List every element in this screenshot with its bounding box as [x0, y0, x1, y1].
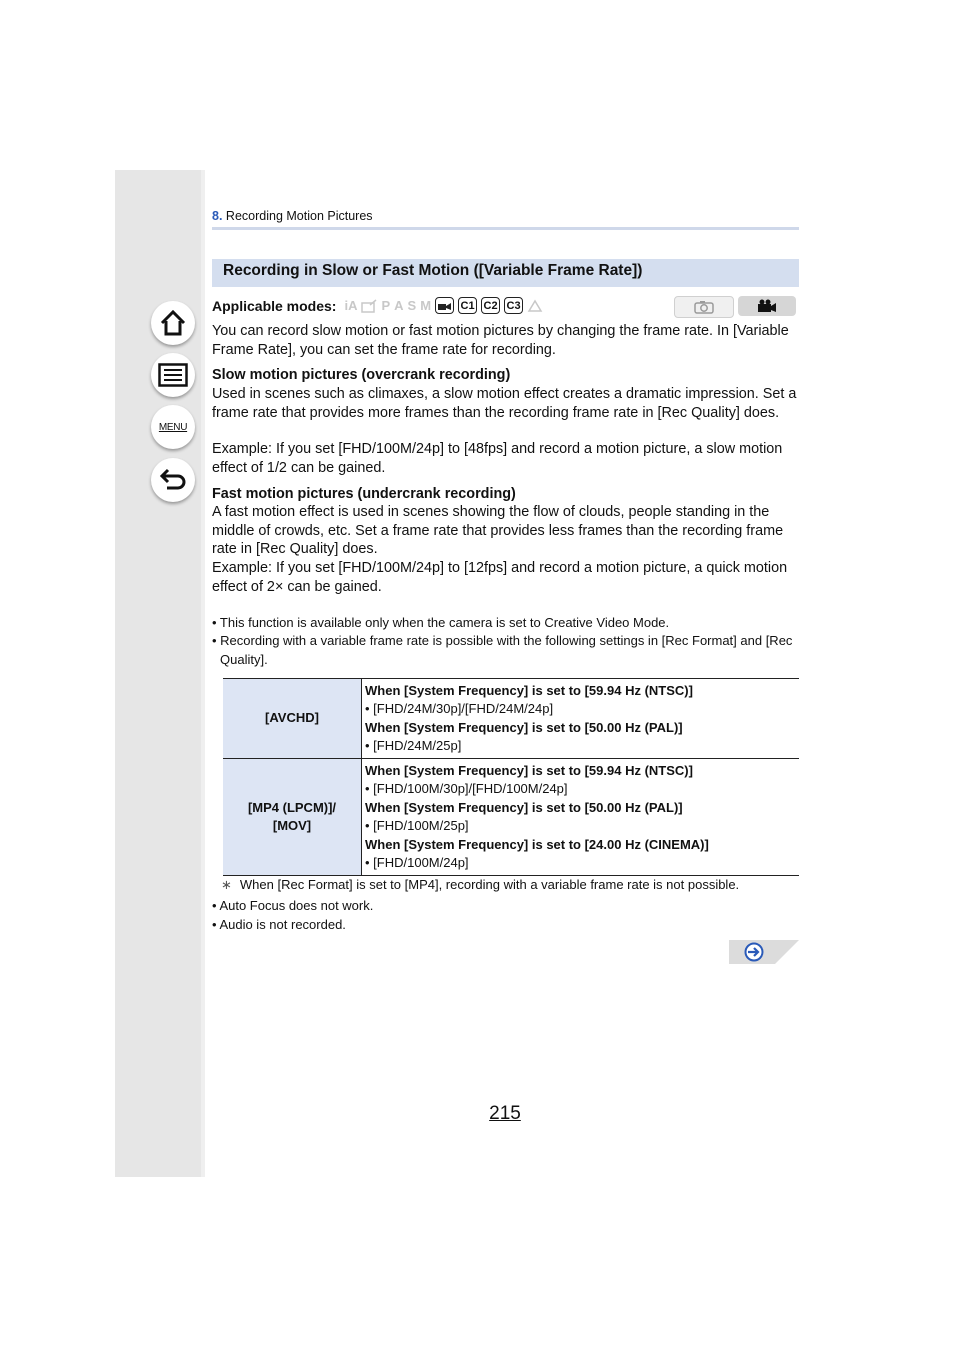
home-icon — [159, 309, 187, 337]
home-button[interactable] — [151, 301, 195, 345]
photo-tab — [674, 296, 734, 318]
footnote-mark: ∗ — [221, 877, 232, 892]
custom-mode-c2-icon: C2 — [481, 297, 500, 314]
settings-table — [223, 678, 799, 876]
mode-a-icon: A — [394, 298, 404, 313]
video-tab — [738, 296, 796, 316]
slow-motion-body: Used in scenes such as climaxes, a slow motion effect creates a dramatic impression. Set a frame rate that provides more frames than the recording frame rate in [Rec Quality] does. — [212, 386, 797, 421]
avchd-settings — [362, 679, 800, 759]
mode-m-icon: M — [420, 298, 432, 313]
mode-p-icon: P — [381, 298, 391, 313]
mode-s-icon: S — [407, 298, 417, 313]
slow-motion-example: Example: If you set [FHD/100M/24p] to [48fps] and record a motion picture, a slow motion effect of 1/2 can be gained. — [212, 441, 783, 476]
menu-label: MENU — [158, 421, 188, 433]
mode-ia-icon: iA — [344, 298, 358, 313]
mode-icons — [344, 297, 543, 314]
next-page-button[interactable] — [729, 940, 799, 964]
settings-line: • [FHD/24M/30p]/[FHD/24M/24p] — [365, 701, 554, 716]
chapter-title: Recording Motion Pictures — [225, 209, 373, 223]
section-title: Recording in Slow or Fast Motion ([Variable Frame Rate]) — [212, 259, 799, 287]
page-number: 215 — [489, 1103, 521, 1124]
contents-button[interactable] — [151, 353, 195, 397]
slow-motion-heading: Slow motion pictures (overcrank recording) — [212, 367, 511, 383]
menu-button[interactable] — [151, 405, 195, 449]
settings-line: When [System Frequency] is set to [50.00 Hz (PAL)] — [365, 799, 683, 815]
footnote-text: When [Rec Format] is set to [MP4], recording with a variable frame rate is not possible. — [239, 877, 740, 892]
note-auto-focus: • Auto Focus does not work. — [212, 898, 374, 913]
table-row — [223, 759, 799, 876]
format-avchd: [AVCHD] — [223, 679, 362, 759]
custom-mode-c1-icon: C1 — [458, 297, 477, 314]
format-line: [MOV] — [272, 818, 312, 833]
settings-line: • [FHD/100M/24p] — [365, 855, 469, 870]
settings-line: When [System Frequency] is set to [59.94 Hz (NTSC)] — [365, 762, 693, 778]
list-icon — [158, 363, 188, 387]
creative-video-mode-icon — [435, 297, 454, 314]
settings-line: When [System Frequency] is set to [59.94 Hz (NTSC)] — [365, 682, 693, 698]
applicable-modes — [212, 297, 543, 314]
format-line: [MP4 (LPCM)]/ — [247, 799, 337, 815]
settings-line: • [FHD/100M/30p]/[FHD/100M/24p] — [365, 781, 568, 796]
fast-motion-heading: Fast motion pictures (undercrank recording) — [212, 486, 516, 502]
note-variable-frame-rate: • Recording with a variable frame rate is possible with the following settings in [Rec Format] and [Rec Quality]. — [212, 633, 793, 667]
settings-line: When [System Frequency] is set to [50.00 Hz (PAL)] — [365, 719, 683, 735]
fast-motion-body: A fast motion effect is used in scenes showing the flow of clouds, people standing in the middle of crowds, etc. Set a frame rate that provides less frames than the recording frame rate in [Rec Quality] does. — [212, 504, 784, 558]
intro-paragraph: You can record slow motion or fast motion pictures by changing the frame rate. In [Variable Frame Rate], you can set the frame rate for recording. — [212, 323, 789, 358]
back-button[interactable] — [151, 458, 195, 502]
sidebar-edge — [201, 170, 205, 1177]
table-footnote — [221, 876, 739, 894]
settings-line: • [FHD/24M/25p] — [365, 738, 462, 753]
settings-line: • [FHD/100M/25p] — [365, 818, 469, 833]
applicable-modes-label: Applicable modes: — [212, 297, 337, 314]
settings-line: When [System Frequency] is set to [24.00 Hz (CINEMA)] — [365, 836, 709, 852]
breadcrumb — [212, 209, 373, 223]
chapter-number: 8. — [212, 209, 223, 223]
note-creative-video: • This function is available only when the camera is set to Creative Video Mode. — [212, 615, 670, 630]
fast-motion-example: Example: If you set [FHD/100M/24p] to [12fps] and record a motion picture, a quick motion effect of 2× can be gained. — [212, 560, 788, 595]
table-row — [223, 679, 799, 759]
header-rule — [212, 227, 799, 230]
note-audio: • Audio is not recorded. — [212, 917, 346, 932]
custom-mode-c3-icon: C3 — [504, 297, 523, 314]
format-mp4-mov — [223, 759, 362, 876]
next-arrow-icon — [746, 944, 763, 961]
camera-icon — [694, 300, 714, 314]
scene-guide-icon — [527, 299, 543, 313]
creative-control-icon — [361, 299, 377, 313]
back-arrow-icon — [159, 467, 187, 493]
video-camera-icon — [757, 299, 777, 313]
mp4-mov-settings — [362, 759, 800, 876]
